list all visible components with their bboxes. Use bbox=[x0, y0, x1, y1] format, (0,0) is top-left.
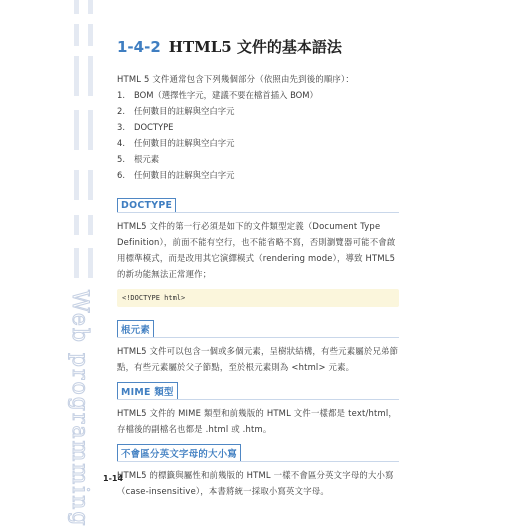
section-divider bbox=[117, 461, 399, 462]
list-item-index: 2. bbox=[117, 106, 125, 116]
parts-list bbox=[117, 87, 399, 183]
section-label-root: 根元素 bbox=[117, 320, 154, 338]
intro-paragraph: HTML 5 文件通常包含下列幾個部分（依照由先到後的順序）： bbox=[117, 74, 354, 84]
side-watermark-text: Web programming bbox=[67, 290, 92, 528]
list-item-index: 3. bbox=[117, 122, 125, 132]
list-item-index: 4. bbox=[117, 138, 125, 148]
list-item-index: 5. bbox=[117, 154, 125, 164]
heading-number: 1-4-2 bbox=[117, 38, 161, 56]
section-divider bbox=[117, 212, 399, 213]
section-mime bbox=[117, 375, 399, 405]
list-item bbox=[117, 135, 399, 151]
section-case bbox=[117, 437, 399, 467]
list-item-index: 1. bbox=[117, 90, 125, 100]
section-doctype bbox=[117, 191, 399, 218]
page-content bbox=[117, 36, 399, 499]
section-label-mime: MIME 類型 bbox=[117, 382, 178, 400]
list-item-index: 6. bbox=[117, 170, 125, 180]
list-item-text: BOM（選擇性字元，建議不要在檔首插入 BOM） bbox=[134, 90, 318, 100]
case-paragraph: HTML5 的標籤與屬性和前幾版的 HTML 一樣不會區分英文字母的大小寫（case-insensitive），本書將統一採取小寫英文字母。 bbox=[117, 470, 394, 496]
section-divider bbox=[117, 337, 399, 338]
list-item bbox=[117, 151, 399, 167]
heading-title: HTML5 文件的基本語法 bbox=[168, 38, 342, 56]
section-heading bbox=[117, 36, 399, 57]
section-divider bbox=[117, 399, 399, 400]
list-item-text: 任何數目的註解與空白字元 bbox=[134, 170, 235, 180]
root-paragraph: HTML5 文件可以包含一個或多個元素，呈樹狀結構，有些元素屬於兄弟節點，有些元素屬於父子節點，至於根元素則為 <html> 元素。 bbox=[117, 346, 399, 372]
section-root bbox=[117, 313, 399, 343]
list-item bbox=[117, 87, 399, 103]
list-item-text: 任何數目的註解與空白字元 bbox=[134, 138, 235, 148]
list-item bbox=[117, 119, 399, 135]
section-label-case: 不會區分英文字母的大小寫 bbox=[117, 444, 241, 462]
section-label-doctype: DOCTYPE bbox=[117, 198, 176, 213]
list-item bbox=[117, 103, 399, 119]
page-number: 1-14 bbox=[103, 474, 124, 483]
list-item-text: 任何數目的註解與空白字元 bbox=[134, 106, 235, 116]
list-item-text: 根元素 bbox=[134, 154, 160, 164]
code-block: <!DOCTYPE html> bbox=[117, 289, 399, 307]
list-item bbox=[117, 167, 399, 183]
list-item-text: DOCTYPE bbox=[134, 122, 174, 132]
doctype-paragraph: HTML5 文件的第一行必須是如下的文件類型定義（Document Type Definition），前面不能有空行，也不能省略不寫，否則瀏覽器可能不會啟用標準模式，而是改用其它演繹模式（rendering mode），導致 HTML5 的新功能無法正常運作； bbox=[117, 221, 396, 279]
mime-paragraph: HTML5 文件的 MIME 類型和前幾版的 HTML 文件一樣都是 text/html，存檔後的副檔名也都是 .html 或 .htm。 bbox=[117, 408, 397, 434]
